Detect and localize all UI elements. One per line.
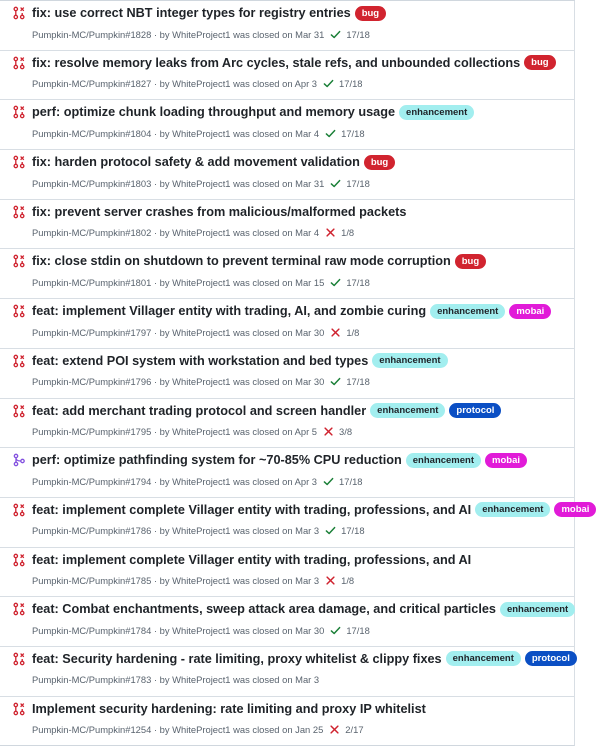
pr-title-line xyxy=(32,699,570,719)
pr-title-link[interactable]: fix: harden protocol safety & add movement validation xyxy=(32,155,360,170)
pr-meta xyxy=(32,226,354,240)
pr-meta xyxy=(32,126,365,140)
closed-pr-icon xyxy=(13,553,25,567)
check-icon xyxy=(330,625,341,636)
closed-pr-icon xyxy=(13,702,25,716)
x-icon xyxy=(325,227,336,238)
pr-title-link[interactable]: fix: close stdin on shutdown to prevent terminal raw mode corruption xyxy=(32,254,451,269)
pr-meta xyxy=(32,474,363,488)
pr-row[interactable] xyxy=(0,548,575,598)
checks-status-success[interactable] xyxy=(323,78,362,89)
merged-pr-icon xyxy=(13,453,25,467)
pr-labels xyxy=(475,502,596,517)
checks-status-failure[interactable] xyxy=(325,575,354,586)
check-icon xyxy=(330,376,341,387)
pr-row[interactable] xyxy=(0,498,590,548)
pr-labels xyxy=(524,55,555,70)
checks-status-success[interactable] xyxy=(325,525,364,536)
checks-count: 17/18 xyxy=(341,525,365,537)
pr-title-line xyxy=(32,53,570,73)
checks-count: 17/18 xyxy=(339,475,363,487)
label-enhancement[interactable]: enhancement xyxy=(372,353,447,368)
pr-title-line xyxy=(32,102,570,122)
pr-meta-text: Pumpkin-MC/Pumpkin#1804 · by WhiteProject1 was closed on Mar 4 xyxy=(32,127,320,139)
closed-pr-icon xyxy=(13,56,25,70)
pr-meta xyxy=(32,623,370,637)
label-mobai[interactable]: mobai xyxy=(554,502,596,517)
label-enhancement[interactable]: enhancement xyxy=(500,602,575,617)
checks-count: 17/18 xyxy=(339,78,363,90)
closed-pr-icon xyxy=(13,155,25,169)
checks-count: 3/8 xyxy=(339,426,353,437)
label-mobai[interactable]: mobai xyxy=(485,453,527,468)
label-mobai[interactable]: mobai xyxy=(509,304,551,319)
pr-meta-text: Pumpkin-MC/Pumpkin#1796 · by WhiteProject1 was closed on Mar 30 xyxy=(32,376,325,388)
check-icon xyxy=(323,476,334,487)
checks-status-failure[interactable] xyxy=(329,724,363,735)
pr-labels xyxy=(370,403,501,418)
pr-labels xyxy=(355,6,386,21)
pr-title-link[interactable]: feat: implement complete Villager entity with trading, professions, and AI xyxy=(32,502,472,517)
checks-status-failure[interactable] xyxy=(323,426,352,437)
pr-title-link[interactable]: fix: prevent server crashes from malicious/malformed packets xyxy=(32,204,407,219)
checks-count: 1/8 xyxy=(341,227,355,239)
pr-row[interactable] xyxy=(0,399,575,449)
label-enhancement[interactable]: enhancement xyxy=(370,403,445,418)
pr-row[interactable] xyxy=(0,299,575,349)
pr-title-line xyxy=(32,3,570,23)
checks-count: 17/18 xyxy=(341,127,365,139)
pr-title-link[interactable]: feat: implement complete Villager entity with trading, professions, and AI xyxy=(32,552,472,567)
check-icon xyxy=(330,29,341,40)
pr-meta xyxy=(32,275,370,289)
label-protocol[interactable]: protocol xyxy=(449,403,501,418)
pr-title-line xyxy=(32,649,570,669)
pr-meta-text: Pumpkin-MC/Pumpkin#1786 · by WhiteProject1 was closed on Mar 3 xyxy=(32,525,320,537)
check-icon xyxy=(325,128,336,139)
pr-title-line xyxy=(32,450,570,470)
checks-count: 17/18 xyxy=(346,624,370,636)
pr-row[interactable] xyxy=(0,100,575,150)
closed-pr-icon xyxy=(13,254,25,268)
pr-labels xyxy=(406,453,527,468)
pr-meta-text: Pumpkin-MC/Pumpkin#1827 · by WhiteProject1 was closed on Apr 3 xyxy=(32,78,318,90)
pr-row[interactable] xyxy=(0,249,575,299)
pr-title-line xyxy=(32,251,570,271)
pr-meta xyxy=(32,425,352,439)
pr-title-line xyxy=(32,152,570,172)
pr-meta-text: Pumpkin-MC/Pumpkin#1784 · by WhiteProject1 was closed on Mar 30 xyxy=(32,624,325,636)
pr-meta-text: Pumpkin-MC/Pumpkin#1783 · by WhiteProject1 was closed on Mar 3 xyxy=(32,674,320,686)
pr-title-line xyxy=(32,401,570,421)
label-bug[interactable]: bug xyxy=(455,254,486,269)
pr-meta-text: Pumpkin-MC/Pumpkin#1795 · by WhiteProject1 was closed on Apr 5 xyxy=(32,426,318,437)
pr-title-line xyxy=(32,500,590,520)
pr-meta xyxy=(32,375,370,389)
pr-title-link[interactable]: feat: add merchant trading protocol and screen handler xyxy=(32,403,367,418)
closed-pr-icon xyxy=(13,205,25,219)
closed-pr-icon xyxy=(13,503,25,517)
pr-title-link[interactable]: fix: use correct NBT integer types for registry entries xyxy=(32,6,351,20)
label-enhancement[interactable]: enhancement xyxy=(406,453,481,468)
closed-pr-icon xyxy=(13,652,25,666)
checks-count: 17/18 xyxy=(346,276,370,288)
pr-title-line xyxy=(32,351,570,371)
label-bug[interactable]: bug xyxy=(524,55,555,70)
pr-meta-text: Pumpkin-MC/Pumpkin#1785 · by WhiteProject1 was closed on Mar 3 xyxy=(32,575,320,587)
checks-status-success[interactable] xyxy=(325,128,364,139)
pr-title-link[interactable]: feat: Combat enchantments, sweep attack area damage, and critical particles xyxy=(32,602,496,617)
pr-meta xyxy=(32,723,364,737)
pr-title-link[interactable]: feat: Security hardening - rate limiting, proxy whitelist & clippy fixes xyxy=(32,651,442,666)
pr-labels xyxy=(455,254,486,269)
pr-title-link[interactable]: feat: implement Villager entity with trading, AI, and zombie curing xyxy=(32,304,427,319)
pr-title-link[interactable]: perf: optimize chunk loading throughput and memory usage xyxy=(32,105,396,120)
pr-meta-text: Pumpkin-MC/Pumpkin#1803 · by WhiteProject1 was closed on Mar 31 xyxy=(32,177,325,189)
pr-meta-text: Pumpkin-MC/Pumpkin#1794 · by WhiteProject1 was closed on Apr 3 xyxy=(32,475,318,487)
pr-row[interactable] xyxy=(0,200,575,250)
closed-pr-icon xyxy=(13,404,25,418)
pr-title-link[interactable]: Implement security hardening: rate limiting and proxy IP whitelist xyxy=(32,701,426,716)
checks-status-success[interactable] xyxy=(330,277,369,288)
closed-pr-icon xyxy=(13,602,25,616)
checks-status-success[interactable] xyxy=(330,29,369,40)
label-enhancement[interactable]: enhancement xyxy=(430,304,505,319)
pr-title-line xyxy=(32,599,570,619)
pr-row[interactable] xyxy=(0,697,575,747)
pr-row[interactable] xyxy=(0,647,575,697)
check-icon xyxy=(325,525,336,536)
pr-title-line xyxy=(32,301,570,321)
checks-count: 2/17 xyxy=(345,724,364,736)
checks-count: 17/18 xyxy=(346,376,370,388)
checks-count: 17/18 xyxy=(346,177,370,189)
closed-pr-icon xyxy=(13,6,25,20)
check-icon xyxy=(330,178,341,189)
pr-row[interactable] xyxy=(0,349,575,399)
pr-meta xyxy=(32,176,370,190)
pr-labels xyxy=(372,353,447,368)
pr-meta-text: Pumpkin-MC/Pumpkin#1828 · by WhiteProject1 was closed on Mar 31 xyxy=(32,28,325,40)
label-enhancement[interactable]: enhancement xyxy=(399,105,474,120)
check-icon xyxy=(323,78,334,89)
pr-row[interactable] xyxy=(0,448,575,498)
pr-row[interactable] xyxy=(0,51,575,101)
label-protocol[interactable]: protocol xyxy=(525,651,577,666)
label-enhancement[interactable]: enhancement xyxy=(446,651,521,666)
pr-row[interactable] xyxy=(0,150,575,200)
pr-labels xyxy=(399,105,474,120)
pr-labels xyxy=(430,304,551,319)
label-bug[interactable]: bug xyxy=(364,155,395,170)
pr-meta-text: Pumpkin-MC/Pumpkin#1801 · by WhiteProject1 was closed on Mar 15 xyxy=(32,276,325,288)
pr-row[interactable] xyxy=(0,1,575,51)
x-icon xyxy=(329,724,340,735)
pr-title-link[interactable]: perf: optimize pathfinding system for ~70-85% CPU reduction xyxy=(32,453,402,468)
checks-status-success[interactable] xyxy=(330,625,369,636)
pr-meta xyxy=(32,27,370,41)
pr-labels xyxy=(364,155,395,170)
pr-meta xyxy=(32,77,363,91)
closed-pr-icon xyxy=(13,105,25,119)
closed-pr-icon xyxy=(13,304,25,318)
pr-meta xyxy=(32,673,319,687)
checks-status-success[interactable] xyxy=(330,178,369,189)
closed-pr-icon xyxy=(13,354,25,368)
pr-labels xyxy=(446,651,577,666)
checks-status-success[interactable] xyxy=(323,476,362,487)
pr-meta xyxy=(32,325,359,339)
pr-title-link[interactable]: feat: extend POI system with workstation and bed types xyxy=(32,353,369,368)
checks-count: 1/8 xyxy=(341,575,355,587)
check-icon xyxy=(330,277,341,288)
label-enhancement[interactable]: enhancement xyxy=(475,502,550,517)
pr-meta-text: Pumpkin-MC/Pumpkin#1254 · by WhiteProject1 was closed on Jan 25 xyxy=(32,724,324,736)
x-icon xyxy=(323,426,334,437)
pr-meta-text: Pumpkin-MC/Pumpkin#1802 · by WhiteProject1 was closed on Mar 4 xyxy=(32,227,320,239)
pr-meta xyxy=(32,524,365,538)
pr-title-link[interactable]: fix: resolve memory leaks from Arc cycles, stale refs, and unbounded collections xyxy=(32,55,521,70)
pr-row[interactable] xyxy=(0,597,575,647)
pr-title-line xyxy=(32,550,570,570)
checks-status-failure[interactable] xyxy=(325,227,354,238)
pr-meta-text: Pumpkin-MC/Pumpkin#1797 · by WhiteProject1 was closed on Mar 30 xyxy=(32,326,325,338)
label-bug[interactable]: bug xyxy=(355,6,386,21)
x-icon xyxy=(325,575,336,586)
checks-count: 17/18 xyxy=(346,28,370,40)
x-icon xyxy=(330,327,341,338)
checks-status-failure[interactable] xyxy=(330,327,359,338)
pr-labels xyxy=(500,602,575,617)
checks-count: 1/8 xyxy=(346,326,360,338)
pr-meta xyxy=(32,574,354,588)
pr-title-line xyxy=(32,202,570,222)
checks-status-success[interactable] xyxy=(330,376,369,387)
